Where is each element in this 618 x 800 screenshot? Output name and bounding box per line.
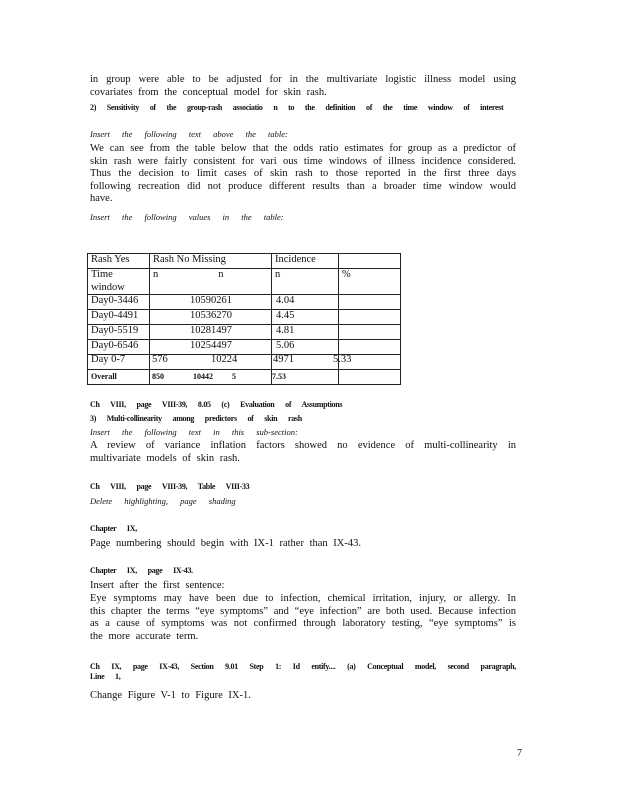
day07-a: 576 xyxy=(152,354,168,365)
table-cell xyxy=(339,310,401,325)
overall-c: 5 xyxy=(232,372,236,381)
table-cell: Rash No Missing xyxy=(150,254,272,269)
table-cell: Day0-4491 xyxy=(88,310,150,325)
overall-a: 850 xyxy=(152,372,164,381)
table-cell: Incidence xyxy=(272,254,339,269)
table-cell xyxy=(339,295,401,310)
paragraph-top: in group were able to be adjusted for in the multivariate logistic illness model using covariates from the conceptual model for skin rash. xyxy=(90,74,516,98)
table-cell: 4.45 xyxy=(272,310,339,325)
ch9c-text: Change Figure V-1 to Figure IX-1. xyxy=(90,690,251,701)
table-cell: Time window xyxy=(88,269,150,295)
table-cell: n xyxy=(272,269,339,295)
table-cell: 4.81 xyxy=(272,325,339,340)
table-cell: 4.04 xyxy=(272,295,339,310)
table-row xyxy=(88,310,401,325)
ch9-header: Chapter IX, xyxy=(90,524,137,533)
sec2-instruction: Insert the following text above the table: xyxy=(90,129,288,139)
day07-label: Day 0-7 xyxy=(91,354,126,365)
table-cell: Day0-3446 xyxy=(88,295,150,310)
page-number: 7 xyxy=(517,748,522,759)
table-cell xyxy=(339,340,401,355)
n-label: n xyxy=(153,269,159,280)
table-header-row xyxy=(88,269,401,295)
ch8b-instruction: Delete highlighting, page shading xyxy=(90,496,236,506)
ch8-paragraph: A review of variance inflation factors showed no evidence of multi-collinearity in multivariate models of skin rash. xyxy=(90,440,516,464)
ch8-instruction: Insert the following text in this sub-section: xyxy=(90,427,298,437)
day07-c: 4971 xyxy=(273,354,294,365)
table-row xyxy=(88,325,401,340)
table-cell: 10536270 xyxy=(150,310,272,325)
day07-d: 5.33 xyxy=(333,354,352,365)
table-cell: % xyxy=(339,269,401,295)
table-cell xyxy=(339,325,401,340)
overall-label: Overall xyxy=(91,372,117,381)
table-row xyxy=(88,295,401,310)
ch9b-header: Chapter IX, page IX-43. xyxy=(90,566,193,575)
sec2-instruction2: Insert the following values in the table: xyxy=(90,212,284,222)
sec2-paragraph: We can see from the table below that the odds ratio estimates for group as a predictor of skin rash were fairly consistent for vari ous time windows of illness incidence considered. Thus the decision to limit cases of skin rash to those reported in the first three days following recreation did not produce different results than a broader time window would have. xyxy=(90,143,516,204)
overall-d: 7.53 xyxy=(272,372,286,381)
table-cell: 10254497 xyxy=(150,340,272,355)
table-row xyxy=(88,355,401,370)
n-label: n xyxy=(218,269,224,280)
table-row xyxy=(88,370,401,385)
ch9-text: Page numbering should begin with IX-1 rather than IX-43. xyxy=(90,538,361,549)
ch8b-header: Ch VIII, page VIII-39, Table VIII-33 xyxy=(90,482,250,491)
ch8-sub: 3) Multi-collinearity among predictors of skin rash xyxy=(90,414,302,423)
ch9b-line1: Insert after the first sentence: xyxy=(90,580,225,591)
table-cell: 5.06 xyxy=(272,340,339,355)
table-cell xyxy=(339,254,401,269)
table-cell: Rash Yes xyxy=(88,254,150,269)
table-cell xyxy=(339,370,401,385)
table-cell: Day0-6546 xyxy=(88,340,150,355)
day07-b: 10224 xyxy=(211,354,238,365)
ch9c-header: Ch IX, page IX-43, Section 9.01 Step 1: Id entify.... (a) Conceptual model, second paragraph, Line 1, xyxy=(90,662,516,681)
ch9b-paragraph: Eye symptoms may have been due to infection, chemical irritation, injury, or allergy. In this chapter the terms “eye symptoms” and “eye infection” are both used. Because infection as a cause of symptoms was not confirmed through laboratory testing, “eye symptoms” is the more accurate term. xyxy=(90,593,516,642)
sec2-header: 2) Sensitivity of the group-rash associatio n to the definition of the time window of interest xyxy=(90,103,504,112)
table-cell: 10590261 xyxy=(150,295,272,310)
rash-table xyxy=(87,253,401,385)
ch8-header: Ch VIII, page VIII-39, 8.05 (c) Evaluation of Assumptions xyxy=(90,400,343,409)
overall-b: 10442 xyxy=(193,372,213,381)
table-row xyxy=(88,340,401,355)
table-header-row xyxy=(88,254,401,269)
table-cell: 10281497 xyxy=(150,325,272,340)
table-cell: Day0-5519 xyxy=(88,325,150,340)
table-cell xyxy=(150,269,272,295)
